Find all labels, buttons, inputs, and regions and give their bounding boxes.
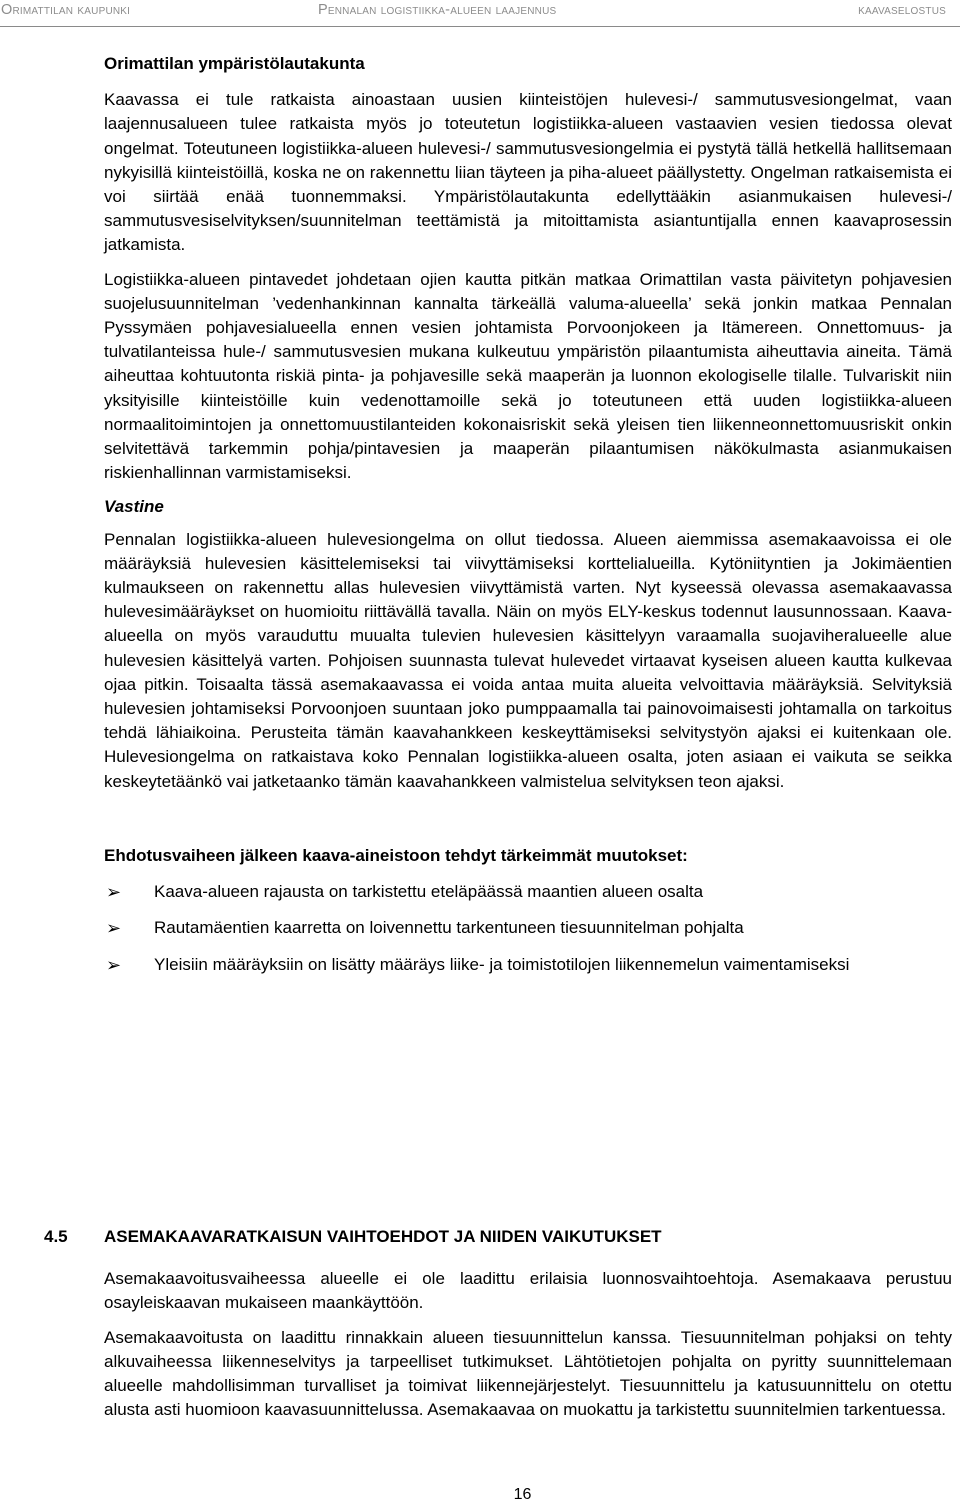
- changes-title: Ehdotusvaiheen jälkeen kaava-aineistoon tehdyt tärkeimmät muutokset:: [104, 845, 688, 865]
- spacer: [104, 804, 952, 844]
- list-item-text: Kaava-alueen rajausta on tarkistettu eteläpäässä maantien alueen osalta: [154, 882, 704, 902]
- header-project-title: Pennalan logistiikka-alueen laajennus: [318, 2, 557, 18]
- section-4-5: [44, 1225, 952, 1432]
- arrow-bullet-icon: ➢: [106, 882, 122, 903]
- statement-author: Orimattilan ympäristölautakunta: [104, 54, 365, 73]
- page-number: 16: [513, 1486, 532, 1503]
- main-content: [104, 52, 952, 989]
- response-label: Vastine: [104, 497, 164, 517]
- section-body: [104, 1267, 952, 1422]
- statement-paragraph-1: Kaavassa ei tule ratkaista ainoastaan uusien kiinteistöjen hulevesi-/ sammutusvesiongelmat, vaan laajennusalueen tulee ratkaista myös jo toteutetun logistiikka-alueen vastaavien vesien tiedossa olevat ongelmat. Toteutuneen logistiikka-alueen hulevesi-/ sammutusvesiongelmia ei pystytä tällä hetkellä hallitsemaan nykyisillä kiinteistöillä, koska ne on rakennettu liian täyteen ja piha-alueet päällystetty. Ongelman ratkaisemista ei voi siirtää enää tuonnemmaksi. Ympäristölautakunta edellyttääkin asianmukaisen hulevesi-/ sammutusvesiselvityksen/suunnitelman teettämistä ja mitoittamista asiantuntijalla ennen kaavaprosessin jatkamista.: [104, 90, 952, 255]
- list-item: [104, 880, 952, 904]
- header-document-type: kaavaselostus: [858, 2, 946, 18]
- section-paragraph-1: Asemakaavoitusvaiheessa alueelle ei ole laadittu erilaisia luonnosvaihtoehtoja. Asemakaava perustuu osayleiskaavan mukaiseen maankäyttöön.: [104, 1269, 952, 1313]
- header-municipality: Orimattilan kaupunki: [1, 2, 131, 18]
- statement-paragraph-2: Logistiikka-alueen pintavedet johdetaan ojien kautta pitkän matkaa Orimattilan vasta päivitetyn pohjavesien suojelusuunnitelman ’vedenhankinnan kannalta tärkeällä valuma-alueella’ sekä jonkin matkaa Pennalan Pyssymäen pohjavesialueella ennen vesien johtamista Porvoonjokeen ja Itämereen. Onnettomuus- ja tulvatilanteissa hule-/ sammutusvesien mukana kulkeutuu ympäristön pilaantumista aiheuttavia aineita. Tämä aiheuttaa kohtuutonta riskiä pinta- ja pohjavesille sekä maaperän ja luonnon ekologiselle tilalle. Tulvariskit niin yksityisille kiinteistöille kuin vedenottamoille sekä jo toteutuneen että uuden logistiikka-alueen normaalitoimintojen ja onnettomuustilanteiden kokonaisriskit sekä yleisen tien liikenneonnettomuusriskit onkin selvitettävä tarkemmin pohja/pintavesien ja maaperän pilaantumisen näkökulmasta asianmukaisen riskienhallinnan varmistamiseksi.: [104, 269, 952, 483]
- section-heading: [44, 1225, 952, 1249]
- list-item-text: Rautamäentien kaarretta on loivennettu tarkentuneen tiesuunnitelman pohjalta: [154, 918, 744, 938]
- response-paragraph: Pennalan logistiikka-alueen hulevesiongelma on ollut tiedossa. Alueen aiemmissa asemakaavoissa ei ole määräyksiä hulevesien käsittelemiseksi tai viivyttämiseksi korttelialueilla. Kytöniityntien ja Jokimäentien kulmaukseen on rakennettu allas hulevesien viivyttämistä varten. Nyt kyseessä olevassa asemakaavassa hulevesimääräykset on huomioitu riittävällä tavalla. Näin on myös ELY-keskus todennut lausunnossaan. Kaava-alueella on myös varauduttu muualta tulevien hulevesien käsittelyyn varaamalla suojaviheralueelle alue hulevesien käsittelyä varten. Pohjoisen suunnasta tulevat hulevedet virtaavat kyseisen alueen kautta kulkevaa ojaa pitkin. Toisaalta tässä asemakaavassa ei voida antaa muita alueita velvoittavia määräyksiä. Selvityksiä hulevesien johtamiseksi Porvoonjoen suuntaan joko pumppaamalla tai painovoimaisesti johtamalla on tarkoitus tehdä lähiaikoina. Perusteita tämän kaavahankkeen keskeyttämiseksi selvitystyön ajaksi ei kuitenkaan ole. Hulevesiongelma on ratkaistava koko Pennalan logistiikka-alueen osalta, joten asiaan ei vaikuta se seikka keskeytetäänkö vai jatketaanko tämän kaavahankkeen valmistelua selvityksen teon ajaksi.: [104, 529, 952, 791]
- arrow-bullet-icon: ➢: [106, 954, 122, 975]
- page-header: [0, 0, 960, 27]
- list-item: [104, 916, 952, 940]
- section-number: 4.5: [44, 1227, 68, 1246]
- section-title: ASEMAKAAVARATKAISUN VAIHTOEHDOT JA NIIDEN VAIKUTUKSET: [104, 1227, 662, 1246]
- arrow-bullet-icon: ➢: [106, 918, 122, 939]
- list-item: [104, 953, 952, 977]
- list-item-text: Yleisiin määräyksiin on lisätty määräys liike- ja toimistotilojen liikennemelun vaimentamiseksi: [154, 954, 850, 974]
- section-paragraph-2: Asemakaavoitusta on laadittu rinnakkain alueen tiesuunnittelun kanssa. Tiesuunnitelman pohjaksi on tehty alkuvaiheessa liikenneselvitys ja tarpeelliset tutkimukset. Lähtötietojen pohjalta on pyritty suunnittelemaan alueelle mahdollisimman turvalliset ja toimivat liikennejärjestelyt. Tiesuunnittelu ja katusuunnittelu on otettu alusta asti huomioon kaavasuunnittelussa. Asemakaavaa on muokattu ja tarkistettu suunnitelmien tarkentuessa.: [104, 1327, 952, 1420]
- changes-list: [104, 880, 952, 977]
